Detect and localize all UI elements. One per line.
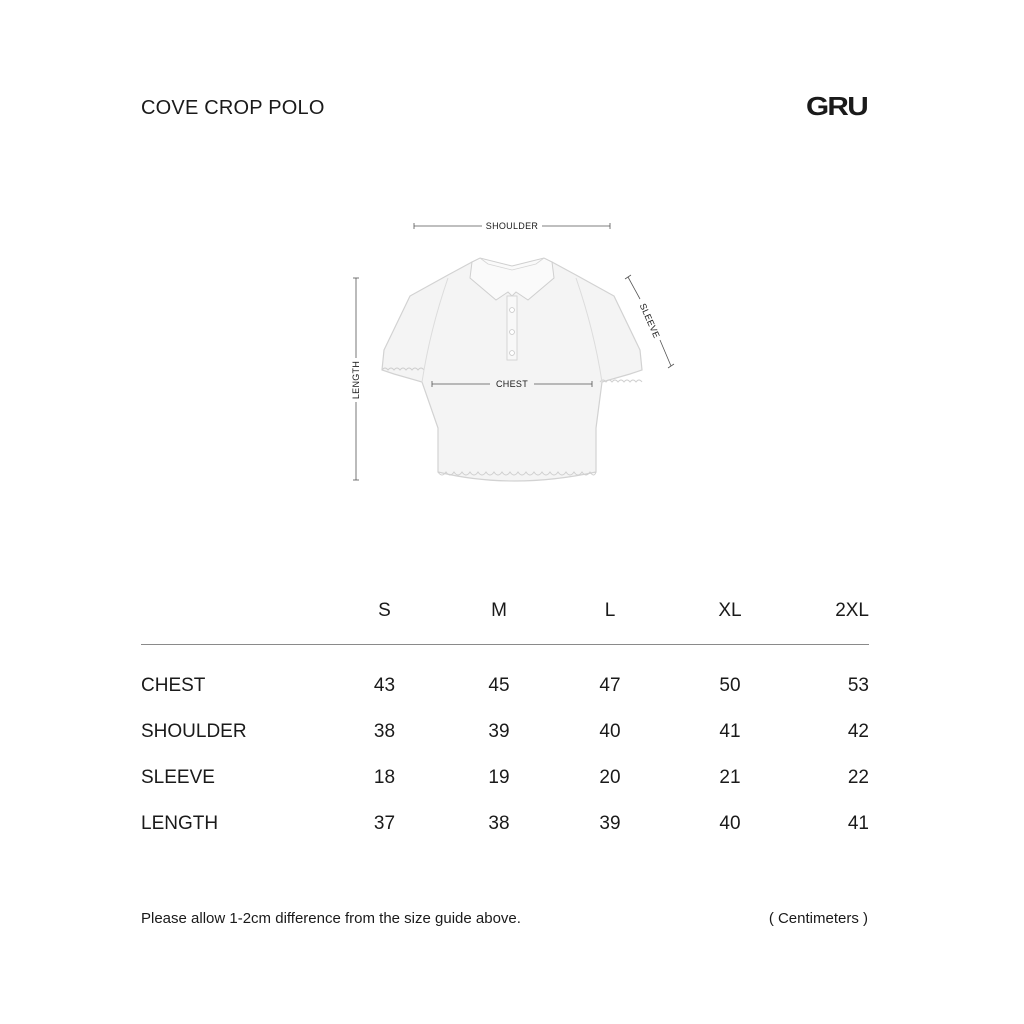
table-cell: 41 — [847, 813, 869, 834]
length-label: LENGTH — [351, 360, 361, 400]
row-label: LENGTH — [141, 813, 219, 834]
chest-label: CHEST — [495, 379, 529, 389]
table-cell: 39 — [488, 721, 510, 742]
size-header-empty — [141, 592, 347, 645]
sleeve-label: SLEEVE — [637, 301, 662, 340]
size-header-2xl: 2XL — [816, 592, 869, 645]
table-cell: 53 — [847, 675, 869, 696]
polo-shirt-illustration — [382, 258, 642, 481]
table-cell: 38 — [488, 813, 510, 834]
size-header-l: L — [576, 592, 644, 645]
table-row-chest — [141, 645, 869, 710]
table-cell: 22 — [847, 767, 869, 788]
table-cell: 41 — [719, 721, 741, 742]
row-label: CHEST — [141, 675, 206, 696]
table-row-length — [141, 801, 869, 847]
table-cell: 42 — [847, 721, 869, 742]
size-header-xl: XL — [644, 592, 816, 645]
units-label: ( Centimeters ) — [768, 910, 868, 927]
table-row-sleeve — [141, 755, 869, 801]
product-title: COVE CROP POLO — [141, 97, 325, 119]
table-cell: 39 — [599, 813, 621, 834]
size-tolerance-note: Please allow 1-2cm difference from the size guide above. — [141, 910, 521, 927]
table-cell: 40 — [719, 813, 741, 834]
length-dimension — [351, 278, 361, 480]
brand-logo — [806, 94, 868, 118]
row-label: SHOULDER — [141, 721, 247, 742]
shoulder-label: SHOULDER — [485, 221, 539, 231]
table-cell: 43 — [373, 675, 396, 696]
table-row-shoulder — [141, 709, 869, 755]
table-cell: 21 — [719, 767, 741, 788]
table-cell: 47 — [599, 675, 621, 696]
garment-measurement-diagram — [330, 200, 690, 510]
svg-text:GRU: GRU — [806, 94, 868, 118]
size-header-s: S — [347, 592, 422, 645]
shoulder-dimension — [414, 221, 610, 231]
size-chart-table — [141, 592, 869, 847]
row-label: SLEEVE — [141, 767, 215, 788]
size-header-m: M — [422, 592, 576, 645]
table-cell: 40 — [599, 721, 621, 742]
table-cell: 50 — [719, 675, 741, 696]
table-cell: 19 — [488, 767, 510, 788]
table-cell: 38 — [373, 721, 396, 742]
table-cell: 45 — [488, 675, 510, 696]
table-cell: 37 — [373, 813, 396, 834]
table-cell: 18 — [373, 767, 396, 788]
table-cell: 20 — [599, 767, 621, 788]
size-header-row — [141, 592, 869, 645]
